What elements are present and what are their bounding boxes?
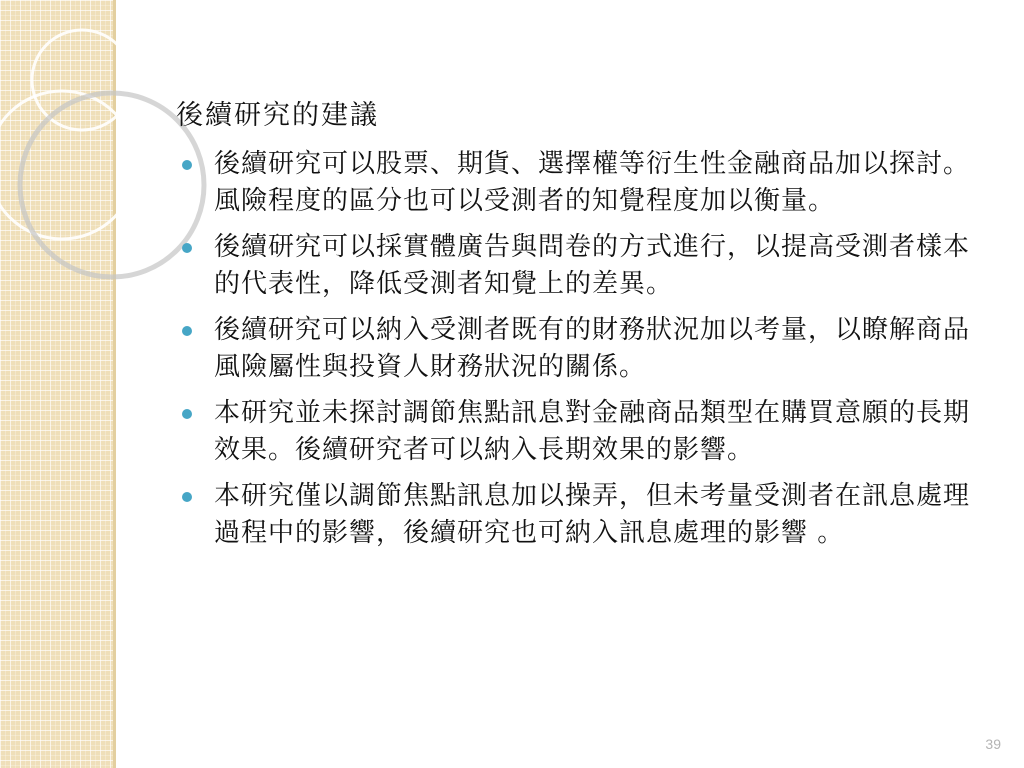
bullet-dot-icon [182, 492, 192, 502]
bullet-list [180, 146, 970, 561]
bullet-text: 本研究僅以調節焦點訊息加以操弄，但未考量受測者在訊息處理過程中的影響，後續研究也可納入訊息處理的影響 。 [214, 481, 971, 548]
bullet-dot-icon [182, 243, 192, 253]
decorative-sidebar [0, 0, 113, 768]
list-item [180, 312, 970, 386]
list-item [180, 229, 970, 303]
list-item [180, 478, 970, 552]
slide-title: 後續研究的建議 [176, 100, 379, 131]
sidebar-edge-line [113, 0, 116, 768]
page-number: 39 [985, 736, 1001, 752]
bullet-text: 本研究並未探討調節焦點訊息對金融商品類型在購買意願的長期效果。後續研究者可以納入長期效果的影響。 [214, 398, 971, 465]
bullet-text: 後續研究可以股票、期貨、選擇權等衍生性金融商品加以探討。風險程度的區分也可以受測者的知覺程度加以衡量。 [214, 149, 971, 216]
list-item [180, 395, 970, 469]
bullet-text: 後續研究可以採實體廣告與問卷的方式進行，以提高受測者樣本的代表性，降低受測者知覺上的差異。 [214, 232, 971, 299]
list-item [180, 146, 970, 220]
bullet-dot-icon [182, 409, 192, 419]
bullet-dot-icon [182, 160, 192, 170]
bullet-dot-icon [182, 326, 192, 336]
bullet-text: 後續研究可以納入受測者既有的財務狀況加以考量，以瞭解商品風險屬性與投資人財務狀況的關係。 [214, 315, 971, 382]
